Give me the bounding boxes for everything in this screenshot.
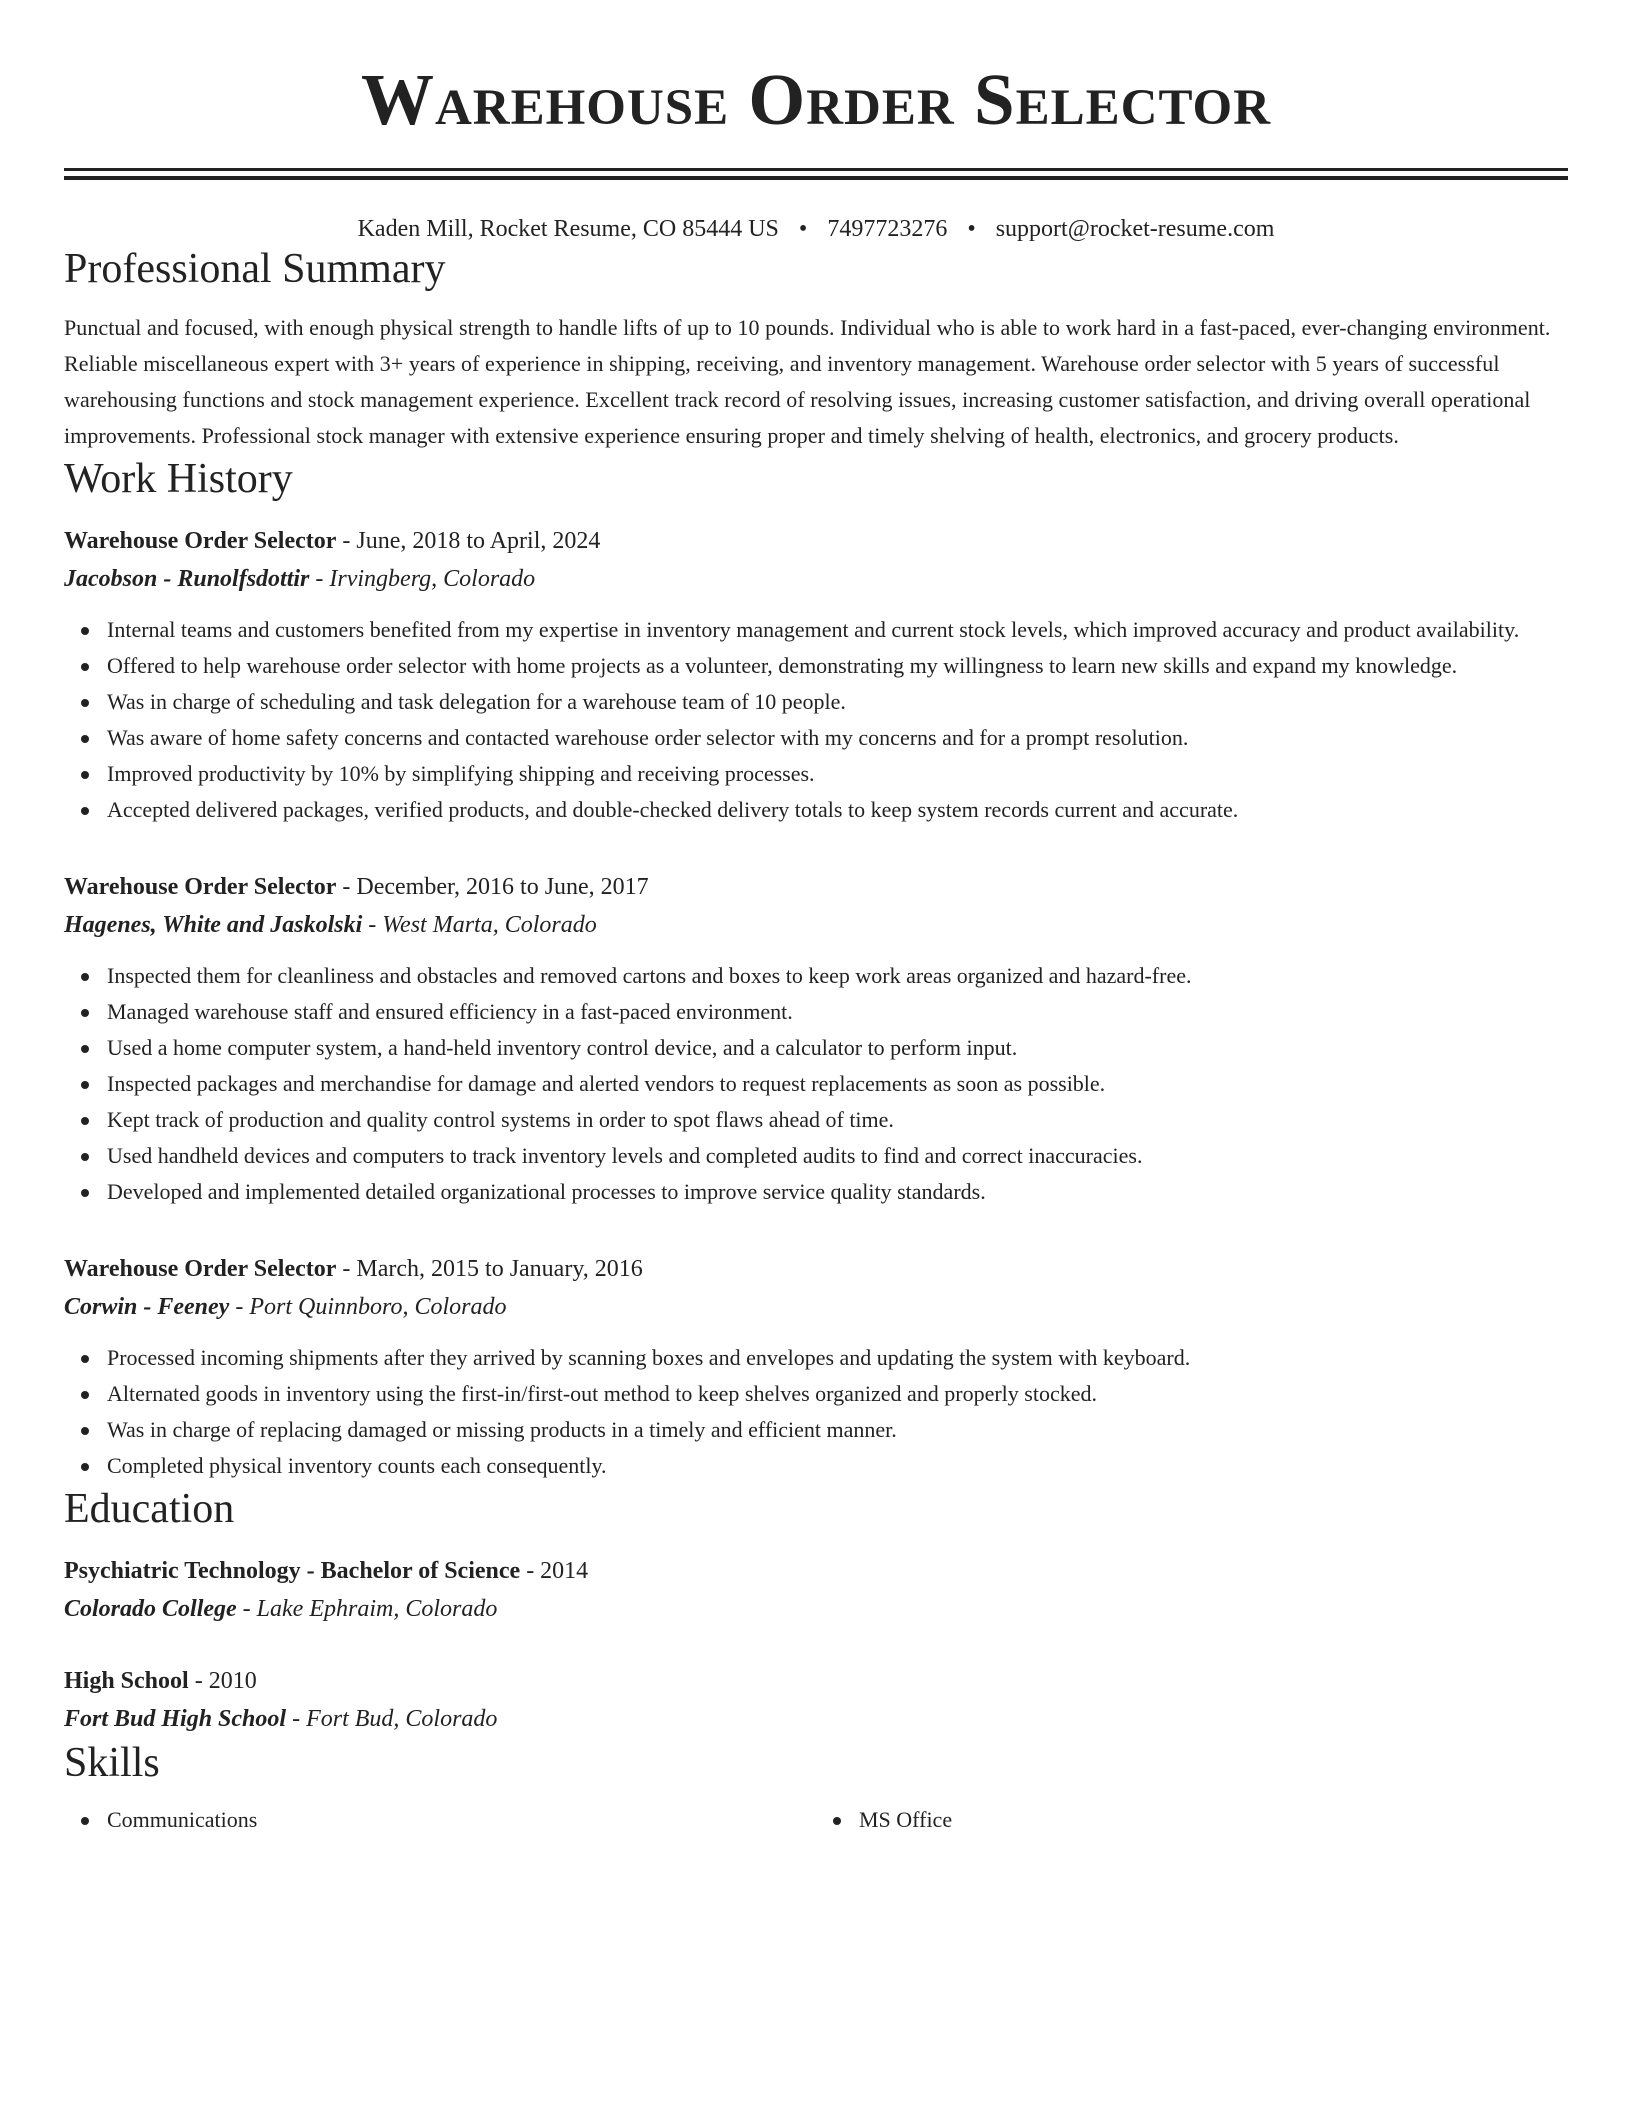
contact-address: Kaden Mill, Rocket Resume, CO 85444 US <box>357 216 779 242</box>
list-item: Was in charge of replacing damaged or missing products in a timely and efficient manner. <box>107 1412 1568 1448</box>
job-location: - Irvingberg, Colorado <box>309 566 536 592</box>
job-title-line <box>64 1250 1568 1288</box>
graduation-year: - 2010 <box>188 1668 257 1694</box>
job-company: Hagenes, White and Jaskolski <box>64 912 363 938</box>
header-double-rule <box>64 168 1568 180</box>
job-dates: - March, 2015 to January, 2016 <box>336 1256 643 1282</box>
education-entry <box>64 1662 1568 1738</box>
list-item: Managed warehouse staff and ensured efficiency in a fast-paced environment. <box>107 994 1568 1030</box>
summary-text: Punctual and focused, with enough physical strength to handle lifts of up to 10 pounds. Individual who is able to work hard in a fast-paced, ever-changing environment. Reliable miscellaneous expert with 3+ years of experience in shipping, receiving, and inventory management. Warehouse order selector with 5 years of successful warehousing functions and stock management experience. Excellent track record of resolving issues, increasing customer satisfaction, and driving overall operational improvements. Professional stock manager with extensive experience ensuring proper and timely shelving of health, electronics, and grocery products. <box>64 315 1551 448</box>
resume-name: Warehouse Order Selector <box>360 59 1272 140</box>
skills-columns <box>64 1802 1568 1838</box>
school-location: - Lake Ephraim, Colorado <box>236 1596 498 1622</box>
job-title: Warehouse Order Selector <box>64 1256 337 1282</box>
job-location: - Port Quinnboro, Colorado <box>229 1294 507 1320</box>
school-location: - Fort Bud, Colorado <box>286 1706 498 1732</box>
education-heading: Education <box>64 1486 235 1532</box>
list-item: Used handheld devices and computers to track inventory levels and completed audits to find and correct inaccuracies. <box>107 1138 1568 1174</box>
list-item: Kept track of production and quality control systems in order to spot flaws ahead of time. <box>107 1102 1568 1138</box>
degree: High School <box>64 1668 189 1694</box>
job-company: Corwin - Feeney <box>64 1294 230 1320</box>
degree-line <box>64 1552 1568 1590</box>
job-bullet-list <box>64 612 1568 828</box>
resume-content <box>64 0 1568 1838</box>
list-item: Inspected packages and merchandise for damage and alerted vendors to request replacements as soon as possible. <box>107 1066 1568 1102</box>
job-title-line <box>64 522 1568 560</box>
graduation-year: - 2014 <box>520 1558 589 1584</box>
contact-separator: • <box>798 216 808 242</box>
work-history-heading: Work History <box>64 456 293 502</box>
job-entry <box>64 1250 1568 1484</box>
job-title: Warehouse Order Selector <box>64 874 337 900</box>
job-title: Warehouse Order Selector <box>64 528 337 554</box>
job-location: - West Marta, Colorado <box>362 912 597 938</box>
skill-item: Communications <box>107 1802 816 1838</box>
school-line <box>64 1590 1568 1628</box>
job-dates: - June, 2018 to April, 2024 <box>336 528 601 554</box>
job-company-line <box>64 906 1568 944</box>
list-item: Improved productivity by 10% by simplifying shipping and receiving processes. <box>107 756 1568 792</box>
contact-phone: 7497723276 <box>827 216 948 242</box>
list-item: Inspected them for cleanliness and obstacles and removed cartons and boxes to keep work areas organized and hazard-free. <box>107 958 1568 994</box>
school-name: Fort Bud High School <box>64 1706 287 1732</box>
list-item: Accepted delivered packages, verified products, and double-checked delivery totals to keep system records current and accurate. <box>107 792 1568 828</box>
job-entry <box>64 522 1568 828</box>
skills-list-left <box>64 1802 816 1838</box>
job-company-line <box>64 1288 1568 1326</box>
list-item: Completed physical inventory counts each consequently. <box>107 1448 1568 1484</box>
list-item: Developed and implemented detailed organizational processes to improve service quality standards. <box>107 1174 1568 1210</box>
job-bullet-list <box>64 1340 1568 1484</box>
school-name: Colorado College <box>64 1596 237 1622</box>
list-item: Alternated goods in inventory using the first-in/first-out method to keep shelves organized and properly stocked. <box>107 1376 1568 1412</box>
summary-heading: Professional Summary <box>64 246 446 292</box>
list-item: Was aware of home safety concerns and contacted warehouse order selector with my concerns and for a prompt resolution. <box>107 720 1568 756</box>
job-company-line <box>64 560 1568 598</box>
job-dates: - December, 2016 to June, 2017 <box>336 874 649 900</box>
education-entry <box>64 1552 1568 1628</box>
job-bullet-list <box>64 958 1568 1210</box>
list-item: Was in charge of scheduling and task delegation for a warehouse team of 10 people. <box>107 684 1568 720</box>
contact-line <box>64 214 1568 244</box>
list-item: Used a home computer system, a hand-held inventory control device, and a calculator to perform input. <box>107 1030 1568 1066</box>
school-line <box>64 1700 1568 1738</box>
contact-separator: • <box>967 216 976 242</box>
job-entry <box>64 868 1568 1210</box>
skills-list-right <box>816 1802 1568 1838</box>
skills-heading: Skills <box>64 1740 160 1786</box>
list-item: Internal teams and customers benefited from my expertise in inventory management and current stock levels, which improved accuracy and product availability. <box>107 612 1568 648</box>
degree: Psychiatric Technology - Bachelor of Science <box>64 1558 521 1584</box>
degree-line <box>64 1662 1568 1700</box>
job-company: Jacobson - Runolfsdottir <box>64 566 310 592</box>
contact-email: support@rocket-resume.com <box>995 216 1275 242</box>
list-item: Processed incoming shipments after they arrived by scanning boxes and envelopes and updating the system with keyboard. <box>107 1340 1568 1376</box>
skill-item: MS Office <box>859 1802 1568 1838</box>
list-item: Offered to help warehouse order selector with home projects as a volunteer, demonstrating my willingness to learn new skills and expand my knowledge. <box>107 648 1568 684</box>
job-title-line <box>64 868 1568 906</box>
